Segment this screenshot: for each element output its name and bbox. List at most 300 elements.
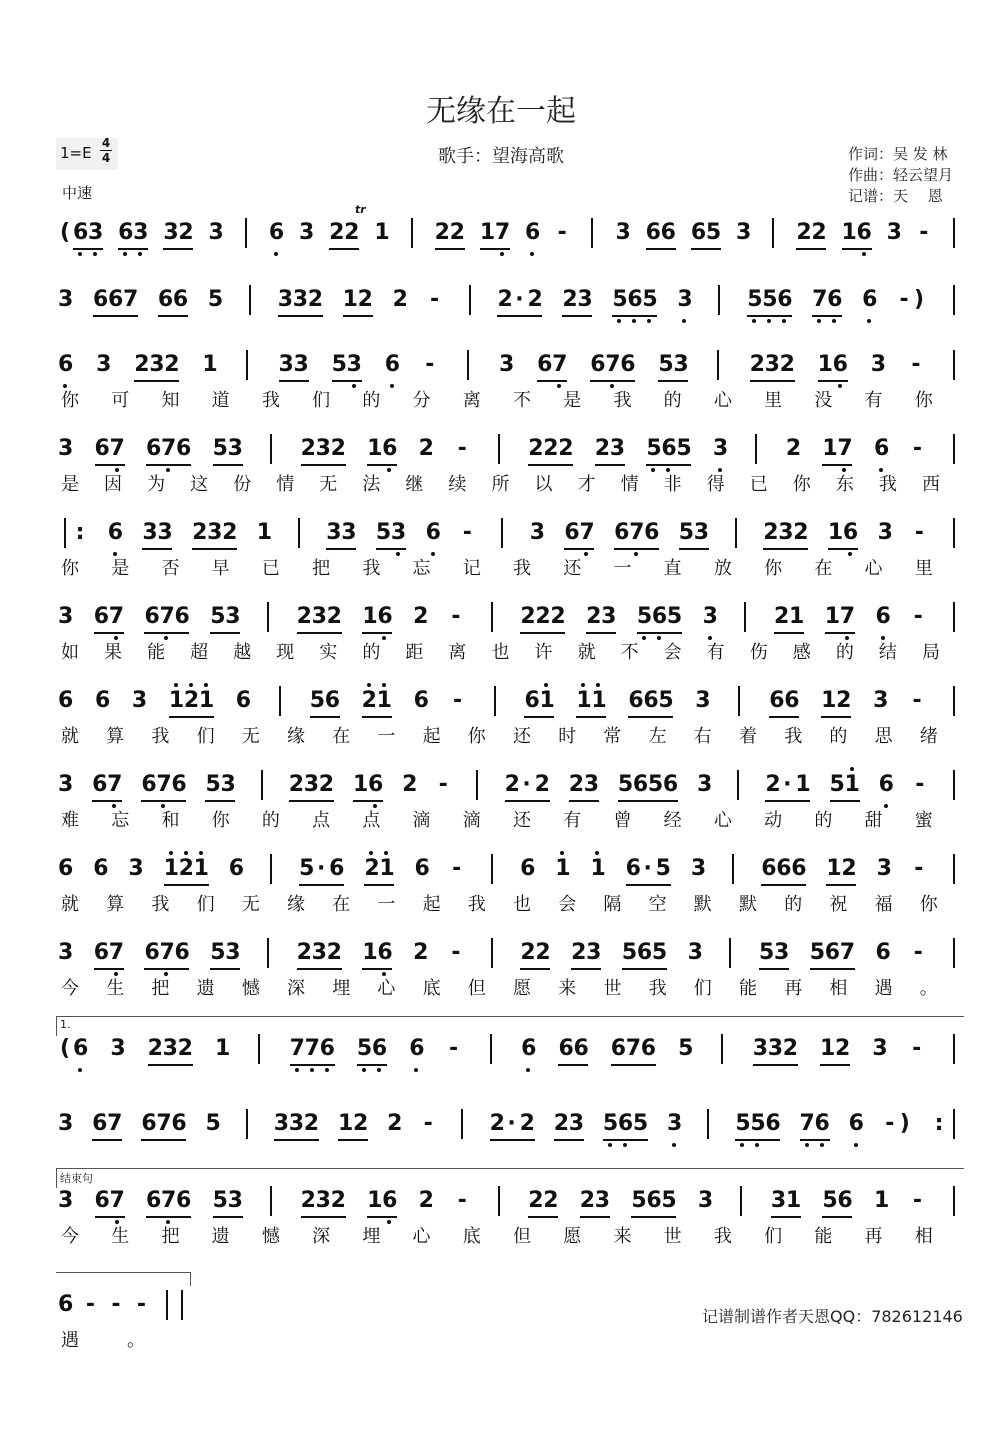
note: 6 xyxy=(93,940,110,965)
beam-underline xyxy=(558,1064,588,1066)
note: 3 xyxy=(293,352,309,377)
note: - xyxy=(912,436,923,461)
beam-underline xyxy=(759,968,789,970)
lyric-char: 们 xyxy=(196,726,215,747)
note: 6 xyxy=(651,604,668,629)
note: 2 xyxy=(418,1188,434,1213)
note: 2 xyxy=(402,772,418,797)
lyric-char: 今 xyxy=(61,978,79,999)
note: 2 xyxy=(774,604,790,629)
note: 1 xyxy=(827,520,844,545)
note: - xyxy=(452,856,462,881)
note: 6 xyxy=(761,856,777,881)
octave-dot xyxy=(672,1143,676,1147)
note: 6 xyxy=(146,436,162,461)
beam-underline xyxy=(94,968,124,970)
lyric-char: 滴 xyxy=(462,810,481,831)
note: 6 xyxy=(814,1111,830,1136)
note: 6 xyxy=(646,1188,662,1213)
note: 2 xyxy=(183,688,200,713)
octave-dot xyxy=(78,252,82,256)
note: 3 xyxy=(157,520,173,545)
lyric-char: 遗 xyxy=(196,978,215,999)
barline xyxy=(298,518,300,548)
lyric-char: 为 xyxy=(147,474,166,495)
lyric-char: 我 xyxy=(513,558,531,579)
barline xyxy=(490,1034,492,1064)
barline xyxy=(755,434,757,464)
beam-underline xyxy=(822,464,852,466)
octave-dot xyxy=(623,1143,627,1147)
note: 5 xyxy=(676,436,692,461)
lyric-char: 但 xyxy=(513,1226,531,1247)
octave-dot xyxy=(862,252,866,256)
lyric-char: 我 xyxy=(467,894,486,915)
note: 2 xyxy=(763,520,779,545)
lyric-char: 起 xyxy=(422,726,441,747)
note: - xyxy=(557,220,567,245)
note: 1 xyxy=(555,856,571,881)
note: 5 xyxy=(678,520,695,545)
octave-dot xyxy=(755,1143,759,1147)
note: 6 xyxy=(228,856,245,881)
lyric-char: 心 xyxy=(377,978,396,999)
octave-dot xyxy=(838,384,842,388)
note: 3 xyxy=(288,1111,305,1136)
octave-dot xyxy=(879,468,883,472)
octave-dot xyxy=(382,683,386,687)
lyric-char: 越 xyxy=(233,642,252,663)
singer-credit: 歌手：望海高歌 xyxy=(438,146,564,167)
octave-dot xyxy=(164,636,168,640)
octave-dot xyxy=(610,384,614,388)
note: 3 xyxy=(778,520,794,545)
lyric-char: 们 xyxy=(764,1226,783,1247)
lyric-char: 心 xyxy=(864,558,883,579)
note: 3 xyxy=(346,352,362,377)
note: 2 xyxy=(178,856,194,881)
song-title: 无缘在一起 xyxy=(426,94,576,129)
lyric-char: 是 xyxy=(61,474,79,495)
beam-underline xyxy=(299,884,344,886)
beam-underline xyxy=(753,1064,798,1066)
note: 2 xyxy=(329,220,345,245)
beam-underline xyxy=(118,248,148,250)
note: 7 xyxy=(579,520,595,545)
lyric-char: 无 xyxy=(319,474,338,495)
lyric-char: 遇 xyxy=(61,1330,79,1351)
barline xyxy=(953,350,955,380)
note: 7 xyxy=(304,1036,320,1061)
note: 6 xyxy=(107,520,123,545)
beam-underline xyxy=(842,248,872,250)
octave-dot xyxy=(642,636,646,640)
note: 2 xyxy=(318,772,335,797)
barline xyxy=(738,686,740,716)
note: 6 xyxy=(625,856,641,881)
barline xyxy=(953,434,955,464)
final-right xyxy=(190,1272,191,1286)
note: 6 xyxy=(58,856,74,881)
note: 2 xyxy=(497,287,513,312)
note: 5 xyxy=(661,1188,677,1213)
note: 3 xyxy=(767,1036,784,1061)
lyric-char: 超 xyxy=(190,642,209,663)
lyric-char: 的 xyxy=(261,810,280,831)
lyric-char: 和 xyxy=(161,810,180,831)
barline xyxy=(717,350,719,380)
time-signature-bottom: 4 xyxy=(101,151,111,165)
note: 7 xyxy=(629,520,645,545)
note: 5 xyxy=(647,772,664,797)
note: 2 xyxy=(178,220,194,245)
note: 3 xyxy=(58,772,74,797)
lyric-char: 埋 xyxy=(332,978,351,999)
note: - xyxy=(912,1188,923,1213)
beam-underline xyxy=(750,380,795,382)
beam-underline xyxy=(163,248,193,250)
lyric-char: 。 xyxy=(127,1330,145,1351)
note: 2 xyxy=(296,940,312,965)
note: 5 xyxy=(617,772,634,797)
note: · xyxy=(507,1111,516,1136)
note: 2 xyxy=(535,604,551,629)
beam-underline xyxy=(586,632,616,634)
lyric-char: 就 xyxy=(61,894,79,915)
lyric-char: 会 xyxy=(663,642,682,663)
lyric-char: 无 xyxy=(241,726,260,747)
note: 1 xyxy=(576,688,592,713)
transcriber-credit: 记谱：天 恩 xyxy=(848,187,943,205)
beam-underline xyxy=(353,800,383,802)
lyric-char: 甜 xyxy=(864,810,883,831)
note: 7 xyxy=(107,1111,123,1136)
lyric-char: 就 xyxy=(61,726,79,747)
note: 6 xyxy=(371,1036,388,1061)
lyric-char: 里 xyxy=(914,558,933,579)
octave-dot xyxy=(169,851,173,855)
note: 3 xyxy=(886,220,902,245)
barline xyxy=(181,1290,183,1320)
octave-dot xyxy=(295,1068,299,1072)
beam-underline xyxy=(148,1064,193,1066)
octave-dot xyxy=(362,1068,366,1072)
lyric-char: 道 xyxy=(211,390,230,411)
beam-underline xyxy=(554,1139,584,1141)
note: - xyxy=(452,688,463,713)
note: ( xyxy=(59,220,71,245)
beam-underline xyxy=(376,548,406,550)
note: 6 xyxy=(174,940,190,965)
lyric-char: 但 xyxy=(467,978,486,999)
barline xyxy=(707,1109,709,1139)
note: 1 xyxy=(362,940,378,965)
octave-dot xyxy=(867,319,871,323)
note: 7 xyxy=(107,772,123,797)
note: 1 xyxy=(844,772,860,797)
note: 7 xyxy=(122,287,139,312)
lyric-char: 一 xyxy=(377,894,396,915)
note: 1 xyxy=(198,688,215,713)
lyric-char: 生 xyxy=(106,978,125,999)
beam-underline xyxy=(614,548,659,550)
note: 2 xyxy=(489,1111,505,1136)
note: 7 xyxy=(159,940,175,965)
note: 2 xyxy=(550,604,566,629)
note: 2 xyxy=(782,1036,799,1061)
lyric-char: 的 xyxy=(663,390,682,411)
octave-dot xyxy=(752,319,756,323)
note: 3 xyxy=(162,1036,178,1061)
note: 2 xyxy=(811,220,827,245)
note: 5 xyxy=(612,287,628,312)
barline xyxy=(501,518,503,548)
lyric-char: 能 xyxy=(147,642,166,663)
lyric-char: 不 xyxy=(620,642,639,663)
note: - xyxy=(913,940,923,965)
lyric-char: 有 xyxy=(864,390,883,411)
note: 6 xyxy=(425,520,441,545)
note: 3 xyxy=(163,220,179,245)
barline xyxy=(258,1034,260,1064)
note: 5 xyxy=(759,940,775,965)
lyric-char: 直 xyxy=(663,558,682,579)
note: - xyxy=(914,856,924,881)
lyric-char: 把 xyxy=(312,558,331,579)
beam-underline xyxy=(338,1139,368,1141)
note: 6 xyxy=(614,520,630,545)
note: 3 xyxy=(88,220,104,245)
octave-dot xyxy=(854,1143,858,1147)
beam-underline xyxy=(595,464,625,466)
note: - xyxy=(438,772,448,797)
beam-underline xyxy=(590,380,635,382)
note: 5 xyxy=(632,1111,649,1136)
trill-marking: tr xyxy=(355,203,366,216)
lyric-char: 的 xyxy=(835,642,854,663)
note: 5 xyxy=(822,1188,838,1213)
octave-dot xyxy=(500,252,504,256)
note: 2 xyxy=(326,940,342,965)
note: 3 xyxy=(594,1188,611,1213)
note: 6 xyxy=(414,856,430,881)
note: 2 xyxy=(543,436,559,461)
lyric-char: 你 xyxy=(914,390,933,411)
note: - xyxy=(451,940,461,965)
octave-dot xyxy=(820,1143,824,1147)
lyric-char: 如 xyxy=(61,642,79,663)
beam-underline xyxy=(364,884,394,886)
note: 5 xyxy=(210,940,226,965)
note: 1 xyxy=(362,604,378,629)
octave-dot xyxy=(325,1068,329,1072)
note: 3 xyxy=(315,436,331,461)
note: 1 xyxy=(202,352,218,377)
note: 3 xyxy=(609,436,626,461)
note: 6 xyxy=(842,520,859,545)
note: 6 xyxy=(268,220,285,245)
note: 6 xyxy=(58,688,74,713)
lyric-char: 默 xyxy=(739,894,757,915)
beam-underline xyxy=(825,632,855,634)
beam-underline xyxy=(747,315,792,317)
beam-underline xyxy=(490,1139,535,1141)
octave-dot xyxy=(184,851,188,855)
note: 3 xyxy=(586,940,602,965)
octave-dot xyxy=(367,683,371,687)
lyric-char: 也 xyxy=(513,894,531,915)
note: 1 xyxy=(590,856,606,881)
barline xyxy=(953,218,955,248)
beam-underline xyxy=(343,315,373,317)
lyric-char: 已 xyxy=(749,474,768,495)
lyric-char: 点 xyxy=(312,810,331,831)
note: 2 xyxy=(392,287,408,312)
note: 3 xyxy=(583,772,600,797)
note: 6 xyxy=(878,772,894,797)
lyric-char: 愿 xyxy=(513,978,531,999)
lyric-char: 着 xyxy=(739,726,757,747)
lyric-char: 在 xyxy=(814,558,833,579)
lyric-char: 也 xyxy=(491,642,510,663)
note: 6 xyxy=(875,604,891,629)
note: 2 xyxy=(579,1188,596,1213)
beam-underline xyxy=(528,1216,558,1218)
note: 3 xyxy=(568,1111,585,1136)
lyric-char: 我 xyxy=(362,558,381,579)
barline xyxy=(267,602,269,632)
beam-underline xyxy=(141,800,186,802)
lyric-char: 否 xyxy=(161,558,180,579)
octave-dot xyxy=(767,319,771,323)
note: - xyxy=(911,352,921,377)
note: 5 xyxy=(658,688,674,713)
note: 6 xyxy=(660,220,676,245)
note: - xyxy=(425,352,435,377)
volta-1-label: 1. xyxy=(60,1018,71,1031)
note: 2 xyxy=(352,1111,369,1136)
beam-underline xyxy=(765,800,810,802)
beam-underline xyxy=(818,380,848,382)
note: 1 xyxy=(193,856,209,881)
octave-dot xyxy=(718,468,722,472)
note: 6 xyxy=(171,772,187,797)
lyric-char: 左 xyxy=(648,726,667,747)
octave-dot xyxy=(651,468,655,472)
beam-underline xyxy=(631,1216,676,1218)
octave-dot xyxy=(881,636,885,640)
lyric-char: 的 xyxy=(784,894,803,915)
note: 7 xyxy=(161,1188,177,1213)
octave-dot xyxy=(390,384,394,388)
lyric-char: 绪 xyxy=(919,726,938,747)
note: 2 xyxy=(177,1036,193,1061)
note: 6 xyxy=(628,688,644,713)
lyric-char: 你 xyxy=(61,390,79,411)
lyric-char: 分 xyxy=(412,390,431,411)
barline xyxy=(267,938,269,968)
note: 6 xyxy=(157,287,174,312)
octave-dot xyxy=(842,468,846,472)
note: 6 xyxy=(319,1036,335,1061)
lyric-char: 有 xyxy=(706,642,725,663)
note: 3 xyxy=(697,1188,714,1213)
octave-dot xyxy=(112,804,116,808)
lyric-char: 心 xyxy=(713,390,732,411)
lyric-char: 是 xyxy=(563,390,582,411)
note: 1 xyxy=(795,772,811,797)
octave-dot xyxy=(557,384,561,388)
note: 1 xyxy=(873,1188,890,1213)
lyric-char: 底 xyxy=(462,1226,481,1247)
octave-dot xyxy=(114,636,118,640)
note: 1 xyxy=(591,688,607,713)
beam-underline xyxy=(158,315,188,317)
note: 6 xyxy=(94,688,111,713)
note: 3 xyxy=(133,220,149,245)
note: 3 xyxy=(149,352,165,377)
octave-dot xyxy=(708,636,712,640)
octave-dot xyxy=(682,319,686,323)
barline xyxy=(740,1186,742,1216)
note: 2 xyxy=(558,436,574,461)
barline xyxy=(498,1186,500,1216)
barline xyxy=(772,218,774,248)
lyric-char: 无 xyxy=(241,894,260,915)
beam-underline xyxy=(576,716,606,718)
note: 5 xyxy=(602,1111,619,1136)
barline xyxy=(461,1109,463,1139)
lyricist-credit: 作词：吴 发 林 xyxy=(848,145,948,163)
note: 6 xyxy=(94,436,110,461)
lyric-char: 憾 xyxy=(261,1226,280,1247)
note: 6 xyxy=(73,1036,89,1061)
beam-underline xyxy=(141,1139,186,1141)
note: 7 xyxy=(161,436,177,461)
barline xyxy=(491,938,493,968)
note: 3 xyxy=(695,688,711,713)
beam-underline xyxy=(564,548,594,550)
note: 5 xyxy=(750,1111,766,1136)
lyric-char: 深 xyxy=(312,1226,331,1247)
note: 5 xyxy=(331,352,347,377)
note: 3 xyxy=(774,940,790,965)
octave-dot xyxy=(123,252,127,256)
note: 2 xyxy=(793,520,809,545)
note: 1 xyxy=(821,688,837,713)
lyric-char: 我 xyxy=(151,726,170,747)
note: 6 xyxy=(769,688,785,713)
note: 2 xyxy=(528,1188,544,1213)
beam-underline xyxy=(73,248,103,250)
note: 2 xyxy=(520,604,536,629)
note: 3 xyxy=(764,352,780,377)
lyric-char: 距 xyxy=(405,642,424,663)
note: 7 xyxy=(625,1036,642,1061)
note: 3 xyxy=(208,220,224,245)
lyric-char: 忘 xyxy=(412,558,431,579)
lyric-char: 再 xyxy=(864,1226,883,1247)
note: 1 xyxy=(214,1036,231,1061)
barline xyxy=(744,602,746,632)
note: 3 xyxy=(142,520,158,545)
note: 6 xyxy=(235,688,252,713)
beam-underline xyxy=(637,632,682,634)
note: - xyxy=(423,1111,433,1136)
barline xyxy=(491,602,493,632)
note: 6 xyxy=(176,1188,192,1213)
octave-dot xyxy=(115,468,119,472)
